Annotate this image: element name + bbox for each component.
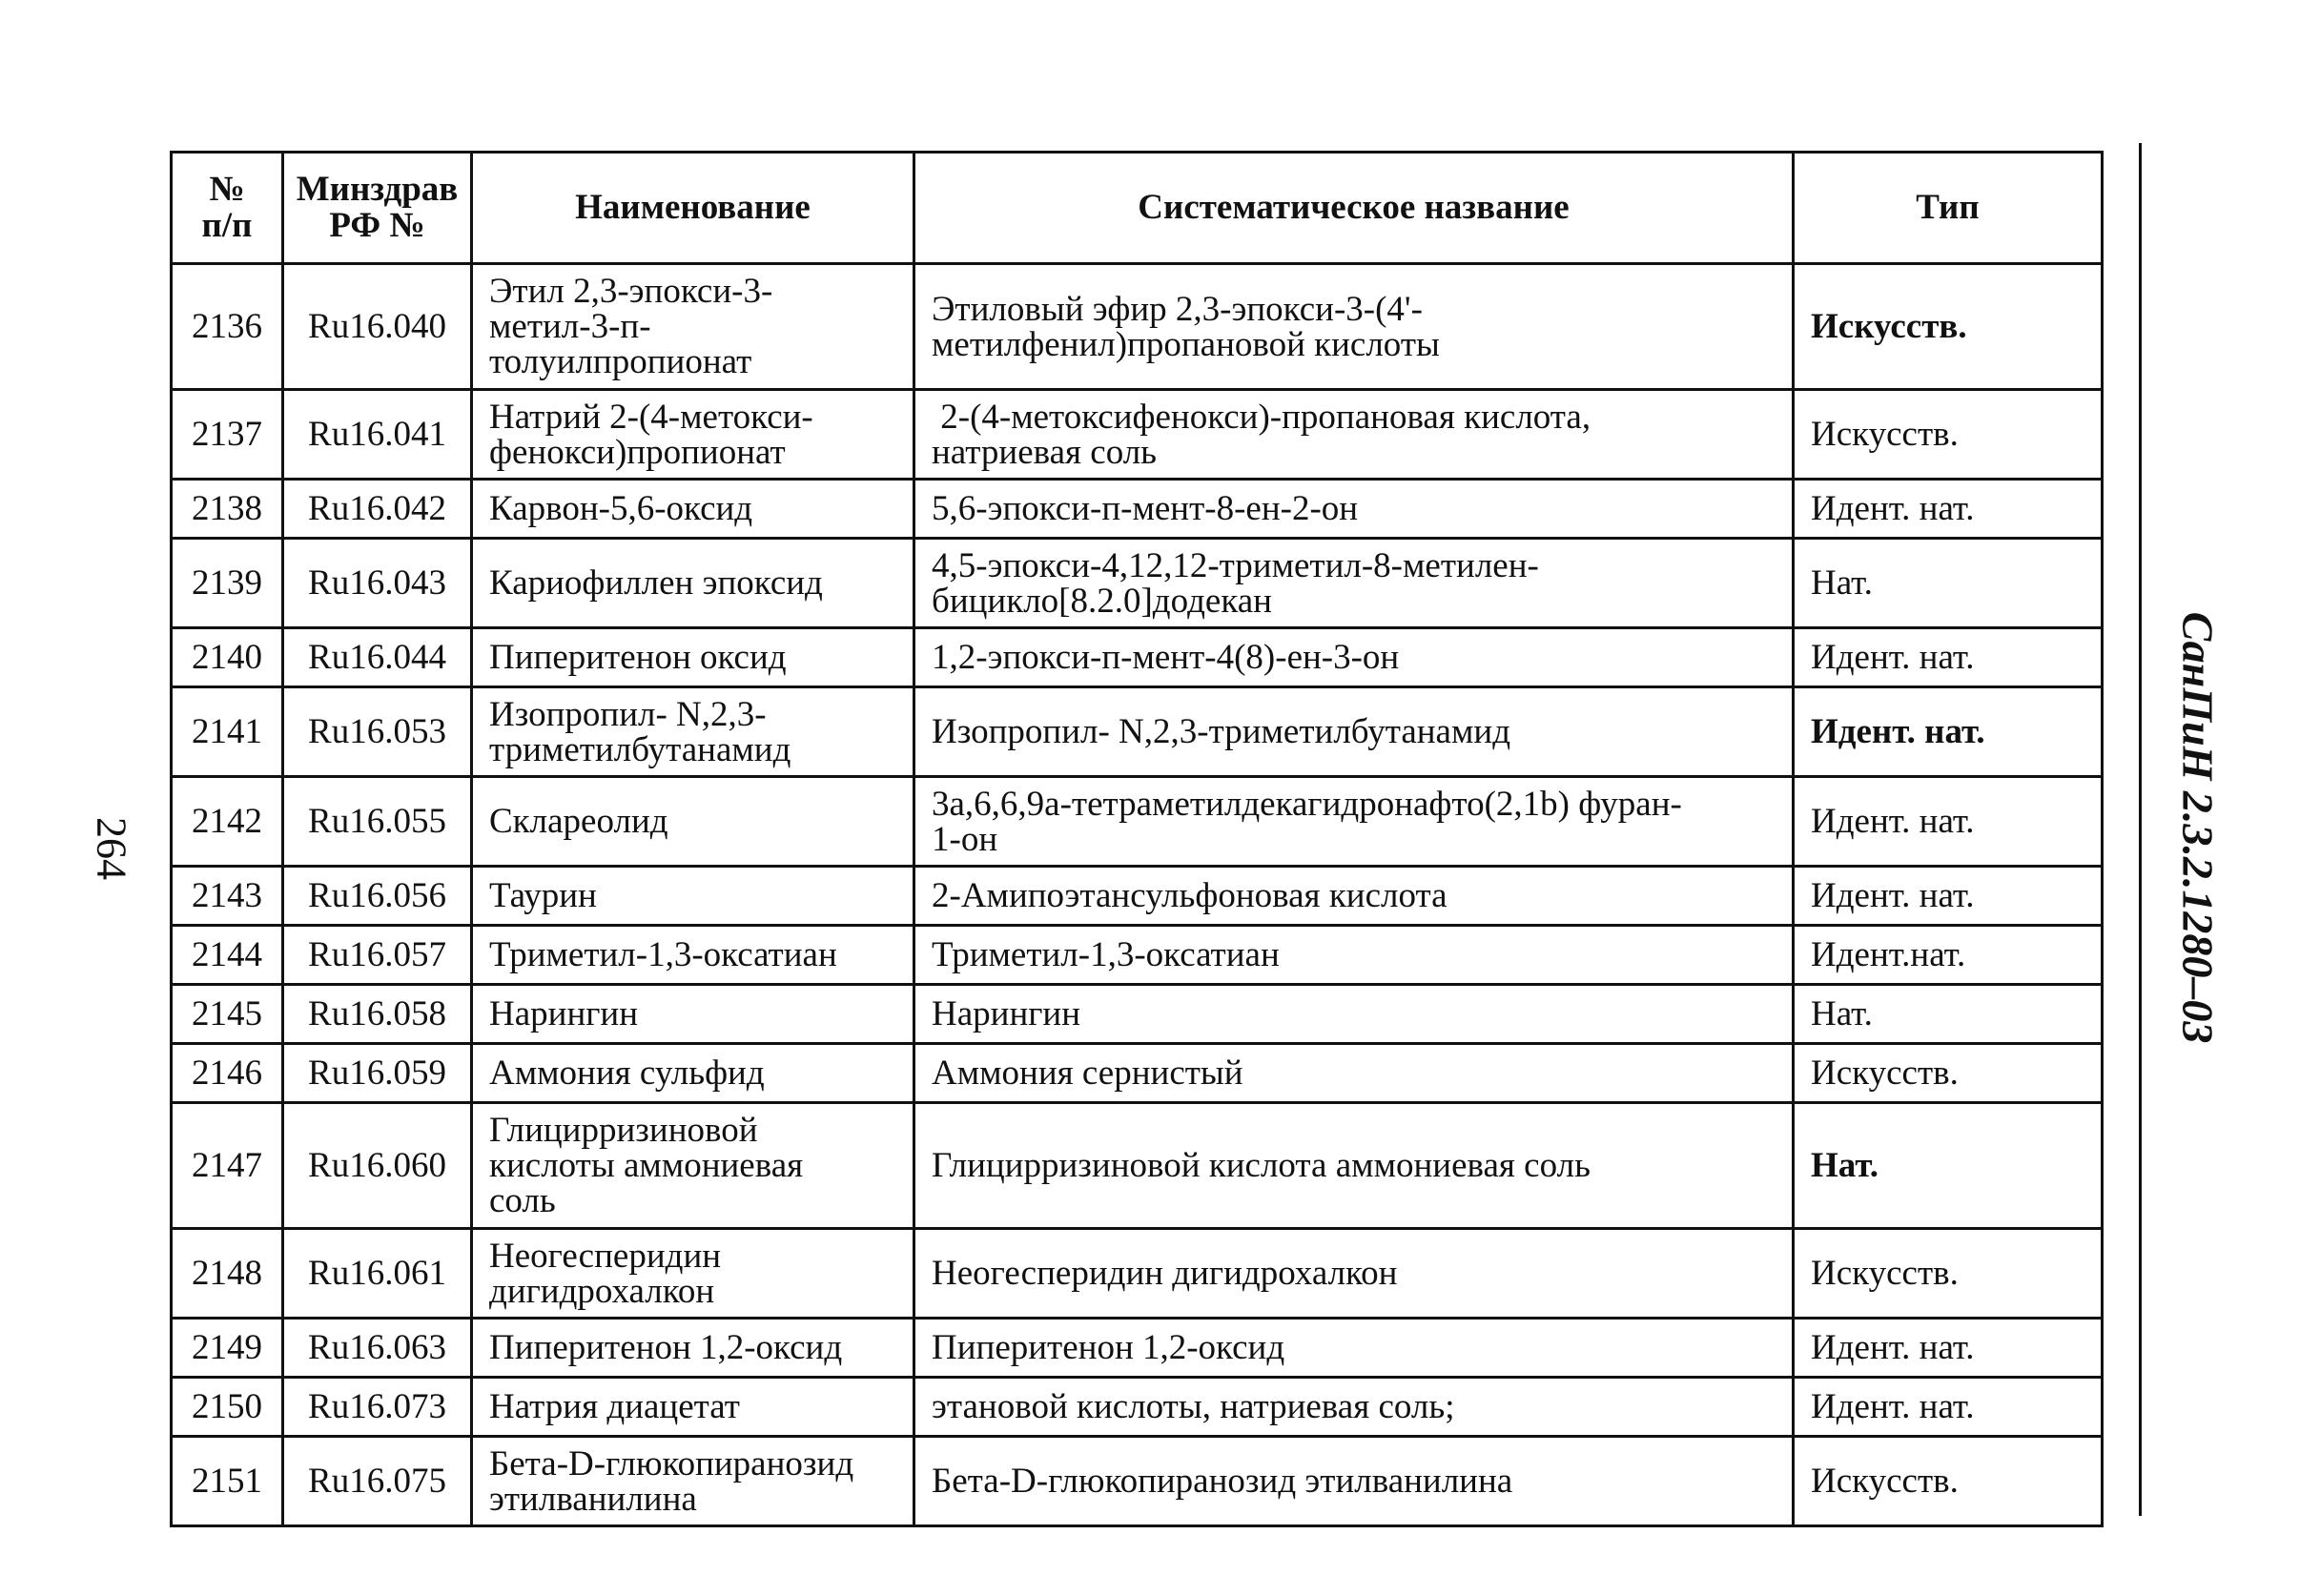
table-row (172, 480, 2103, 539)
substance-type: Идент. нат. (1794, 1378, 2103, 1437)
systematic-name (914, 985, 1794, 1044)
row-number: 2149 (172, 1319, 283, 1378)
systematic-name (914, 1103, 1794, 1229)
document-code: СанПиН 2.3.2.1280–03 (2173, 611, 2223, 1044)
substance-name (472, 1319, 914, 1378)
row-number: 2138 (172, 480, 283, 539)
substance-name (472, 480, 914, 539)
substance-type: Идент. нат. (1794, 480, 2103, 539)
cell-text-line: Этиловый эфир 2,3-эпокси-3-(4'- (932, 289, 1423, 329)
cell-text-line: Пиперитенон 1,2-оксид (932, 1328, 1285, 1367)
systematic-name (914, 390, 1794, 480)
table-header-row (172, 153, 2103, 264)
systematic-name (914, 480, 1794, 539)
cell-text-line: Склареолид (489, 802, 668, 841)
row-number: 2145 (172, 985, 283, 1044)
substance-type: Идент. нат. (1794, 628, 2103, 687)
substance-type: Искусств. (1794, 264, 2103, 390)
table-body (172, 264, 2103, 1526)
ministry-code: Ru16.041 (283, 390, 472, 480)
substance-name (472, 1044, 914, 1103)
systematic-name (914, 1319, 1794, 1378)
systematic-name (914, 777, 1794, 867)
cell-text-line: натриевая соль (932, 432, 1158, 472)
cell-text-line: Карвон-5,6-оксид (489, 489, 753, 528)
substance-name (472, 777, 914, 867)
table-row (172, 1044, 2103, 1103)
cell-text-line: метилфенил)пропановой кислоты (932, 324, 1440, 364)
cell-text-line: Изопропил- N,2,3-триметилбутанамид (932, 712, 1511, 751)
cell-text-line: Нарингин (932, 994, 1081, 1033)
substance-name (472, 985, 914, 1044)
ministry-code: Ru16.063 (283, 1319, 472, 1378)
substance-name (472, 867, 914, 926)
cell-text-line: Кариофиллен эпоксид (489, 563, 823, 603)
cell-text-line: Триметил-1,3-оксатиан (932, 935, 1280, 974)
substance-type: Идент. нат. (1794, 867, 2103, 926)
cell-text-line: Аммония сульфид (489, 1054, 765, 1093)
substance-type: Искусств. (1794, 1044, 2103, 1103)
cell-text-line: бицикло[8.2.0]додекан (932, 581, 1272, 621)
substance-name (472, 1378, 914, 1437)
row-number: 2147 (172, 1103, 283, 1229)
table-row (172, 1437, 2103, 1526)
cell-text-line: кислоты аммониевая (489, 1146, 804, 1185)
ministry-code: Ru16.042 (283, 480, 472, 539)
cell-text-line: 4,5-эпокси-4,12,12-триметил-8-метилен- (932, 545, 1539, 585)
ministry-code: Ru16.061 (283, 1229, 472, 1319)
substance-name (472, 264, 914, 390)
ministry-code: Ru16.057 (283, 926, 472, 985)
substance-type: Искусств. (1794, 1437, 2103, 1526)
substance-type: Нат. (1794, 985, 2103, 1044)
ministry-code: Ru16.043 (283, 539, 472, 628)
row-number: 2150 (172, 1378, 283, 1437)
cell-text-line: соль (489, 1181, 556, 1220)
row-number: 2146 (172, 1044, 283, 1103)
row-number: 2140 (172, 628, 283, 687)
ministry-code: Ru16.040 (283, 264, 472, 390)
table-row (172, 628, 2103, 687)
row-number: 2148 (172, 1229, 283, 1319)
table-row (172, 390, 2103, 480)
cell-text-line: Бета-D-глюкопиранозид (489, 1443, 854, 1483)
substance-type: Нат. (1794, 539, 2103, 628)
substance-type: Идент. нат. (1794, 1319, 2103, 1378)
systematic-name (914, 628, 1794, 687)
cell-text-line: Изопропил- N,2,3- (489, 694, 767, 734)
substance-name (472, 1437, 914, 1526)
systematic-name (914, 264, 1794, 390)
cell-text-line: Пиперитенон оксид (489, 638, 787, 677)
ministry-code: Ru16.044 (283, 628, 472, 687)
cell-text-line: Неогесперидин (489, 1236, 722, 1276)
side-rule (2139, 143, 2142, 1516)
substance-type: Искусств. (1794, 1229, 2103, 1319)
header-systematic-name: Систематическое название (914, 153, 1794, 264)
cell-text-line: Таурин (489, 876, 597, 915)
table-row (172, 539, 2103, 628)
cell-text-line: триметилбутанамид (489, 729, 791, 769)
row-number: 2139 (172, 539, 283, 628)
cell-text-line: Нарингин (489, 994, 639, 1033)
systematic-name (914, 687, 1794, 777)
systematic-name (914, 867, 1794, 926)
cell-text-line: этановой кислоты, натриевая соль; (932, 1387, 1455, 1426)
table-row (172, 985, 2103, 1044)
cell-text-line: Триметил-1,3-оксатиан (489, 935, 837, 974)
table-row (172, 264, 2103, 390)
systematic-name (914, 926, 1794, 985)
table-row (172, 867, 2103, 926)
substances-table (170, 151, 2104, 1527)
systematic-name (914, 1229, 1794, 1319)
cell-text-line: толуилпропионат (489, 342, 752, 381)
substance-name (472, 1229, 914, 1319)
cell-text-line: 1,2-эпокси-п-мент-4(8)-ен-3-он (932, 638, 1400, 677)
row-number: 2142 (172, 777, 283, 867)
substance-name (472, 1103, 914, 1229)
row-number: 2151 (172, 1437, 283, 1526)
substance-type: Идент.нат. (1794, 926, 2103, 985)
header-ministry-code: Минздрав РФ № (283, 153, 472, 264)
substance-name (472, 926, 914, 985)
cell-text-line: Пиперитенон 1,2-оксид (489, 1328, 843, 1367)
ministry-code: Ru16.073 (283, 1378, 472, 1437)
systematic-name (914, 539, 1794, 628)
cell-text-line: 1-он (932, 819, 998, 859)
header-number: № п/п (172, 153, 283, 264)
header-type: Тип (1794, 153, 2103, 264)
systematic-name (914, 1044, 1794, 1103)
cell-text-line: 5,6-эпокси-п-мент-8-ен-2-он (932, 489, 1359, 528)
row-number: 2137 (172, 390, 283, 480)
substance-type: Искусств. (1794, 390, 2103, 480)
cell-text-line: этилванилина (489, 1479, 697, 1519)
substance-type: Идент. нат. (1794, 687, 2103, 777)
cell-text-line: Этил 2,3-эпокси-3- (489, 272, 773, 311)
table-row (172, 687, 2103, 777)
cell-text-line: Аммония сернистый (932, 1054, 1243, 1093)
cell-text-line: 3a,6,6,9a-тетраметилдекагидронафто(2,1b) фуран- (932, 784, 1682, 824)
table-row (172, 1103, 2103, 1229)
cell-text-line: Натрий 2-(4-метокси- (489, 397, 813, 437)
substance-type: Идент. нат. (1794, 777, 2103, 867)
cell-text-line: Глицирризиновой кислота аммониевая соль (932, 1146, 1591, 1185)
table-row (172, 777, 2103, 867)
page-number: 264 (88, 817, 135, 880)
systematic-name (914, 1437, 1794, 1526)
ministry-code: Ru16.053 (283, 687, 472, 777)
cell-text-line: 2-Амипоэтансульфоновая кислота (932, 876, 1447, 915)
cell-text-line: дигидрохалкон (489, 1271, 715, 1311)
table-row (172, 926, 2103, 985)
row-number: 2141 (172, 687, 283, 777)
substance-name (472, 539, 914, 628)
row-number: 2143 (172, 867, 283, 926)
header-name: Наименование (472, 153, 914, 264)
ministry-code: Ru16.075 (283, 1437, 472, 1526)
substance-type: Нат. (1794, 1103, 2103, 1229)
cell-text-line: Бета-D-глюкопиранозид этилванилина (932, 1462, 1513, 1501)
cell-text-line: Глицирризиновой (489, 1111, 758, 1150)
substance-name (472, 390, 914, 480)
table-row (172, 1229, 2103, 1319)
table-row (172, 1319, 2103, 1378)
row-number: 2144 (172, 926, 283, 985)
cell-text-line: Неогесперидин дигидрохалкон (932, 1254, 1398, 1293)
cell-text-line: 2-(4-метоксифенокси)-пропановая кислота, (932, 397, 1591, 437)
ministry-code: Ru16.058 (283, 985, 472, 1044)
systematic-name (914, 1378, 1794, 1437)
ministry-code: Ru16.055 (283, 777, 472, 867)
cell-text-line: Натрия диацетат (489, 1387, 740, 1426)
cell-text-line: фенокси)пропионат (489, 432, 786, 472)
substance-name (472, 687, 914, 777)
row-number: 2136 (172, 264, 283, 390)
ministry-code: Ru16.059 (283, 1044, 472, 1103)
substance-name (472, 628, 914, 687)
cell-text-line: метил-3-п- (489, 307, 651, 346)
ministry-code: Ru16.056 (283, 867, 472, 926)
ministry-code: Ru16.060 (283, 1103, 472, 1229)
table-row (172, 1378, 2103, 1437)
